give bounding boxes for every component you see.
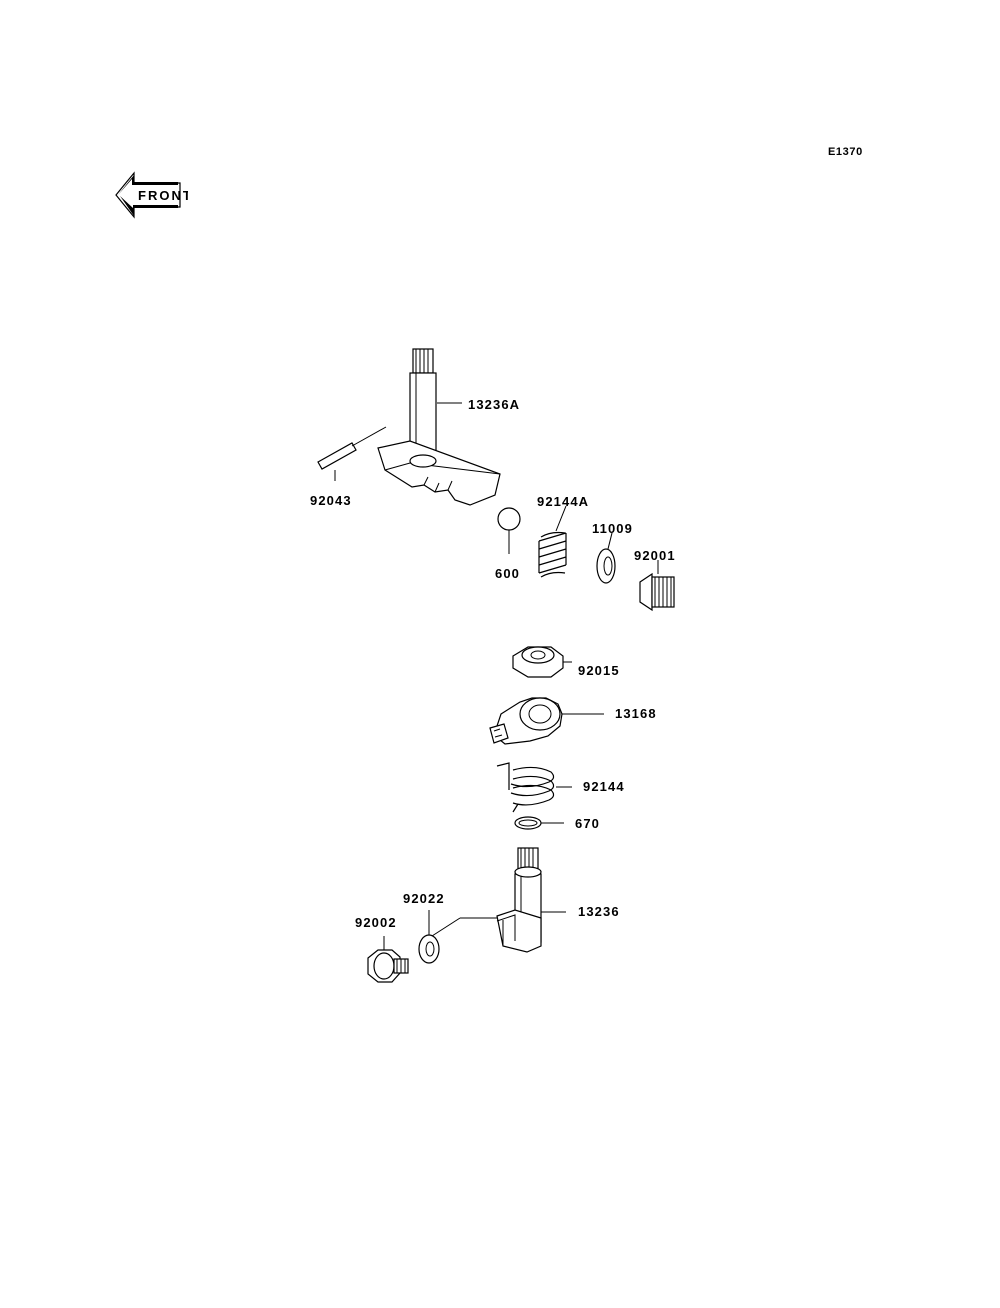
part-11009-art (597, 533, 615, 583)
part-92015-art (513, 647, 572, 677)
part-label-13236A: 13236A (468, 397, 521, 412)
part-label-13236: 13236 (578, 904, 620, 919)
part-label-670: 670 (575, 816, 600, 831)
part-13236-art (497, 848, 566, 952)
part-13236A-art (378, 349, 500, 505)
part-label-92144: 92144 (583, 779, 625, 794)
part-600-art (498, 508, 520, 554)
part-13168-art (490, 698, 604, 744)
part-92043-art (318, 427, 386, 481)
diagram-code: E1370 (828, 146, 863, 158)
part-92144A-art (539, 506, 566, 577)
part-label-92022: 92022 (403, 891, 445, 906)
part-label-92002: 92002 (355, 915, 397, 930)
part-label-600: 600 (495, 566, 520, 581)
part-92022-art (419, 910, 497, 963)
part-670-art (515, 817, 564, 829)
part-label-13168: 13168 (615, 706, 657, 721)
part-label-92015: 92015 (578, 663, 620, 678)
part-92001-art (640, 560, 674, 610)
svg-text:FRONT: FRONT (138, 188, 188, 203)
part-label-92001: 92001 (634, 548, 676, 563)
part-92002-art (368, 936, 408, 982)
part-label-92144A: 92144A (537, 494, 590, 509)
part-label-92043: 92043 (310, 493, 352, 508)
part-label-11009: 11009 (592, 521, 633, 536)
part-92144-art (497, 763, 572, 812)
